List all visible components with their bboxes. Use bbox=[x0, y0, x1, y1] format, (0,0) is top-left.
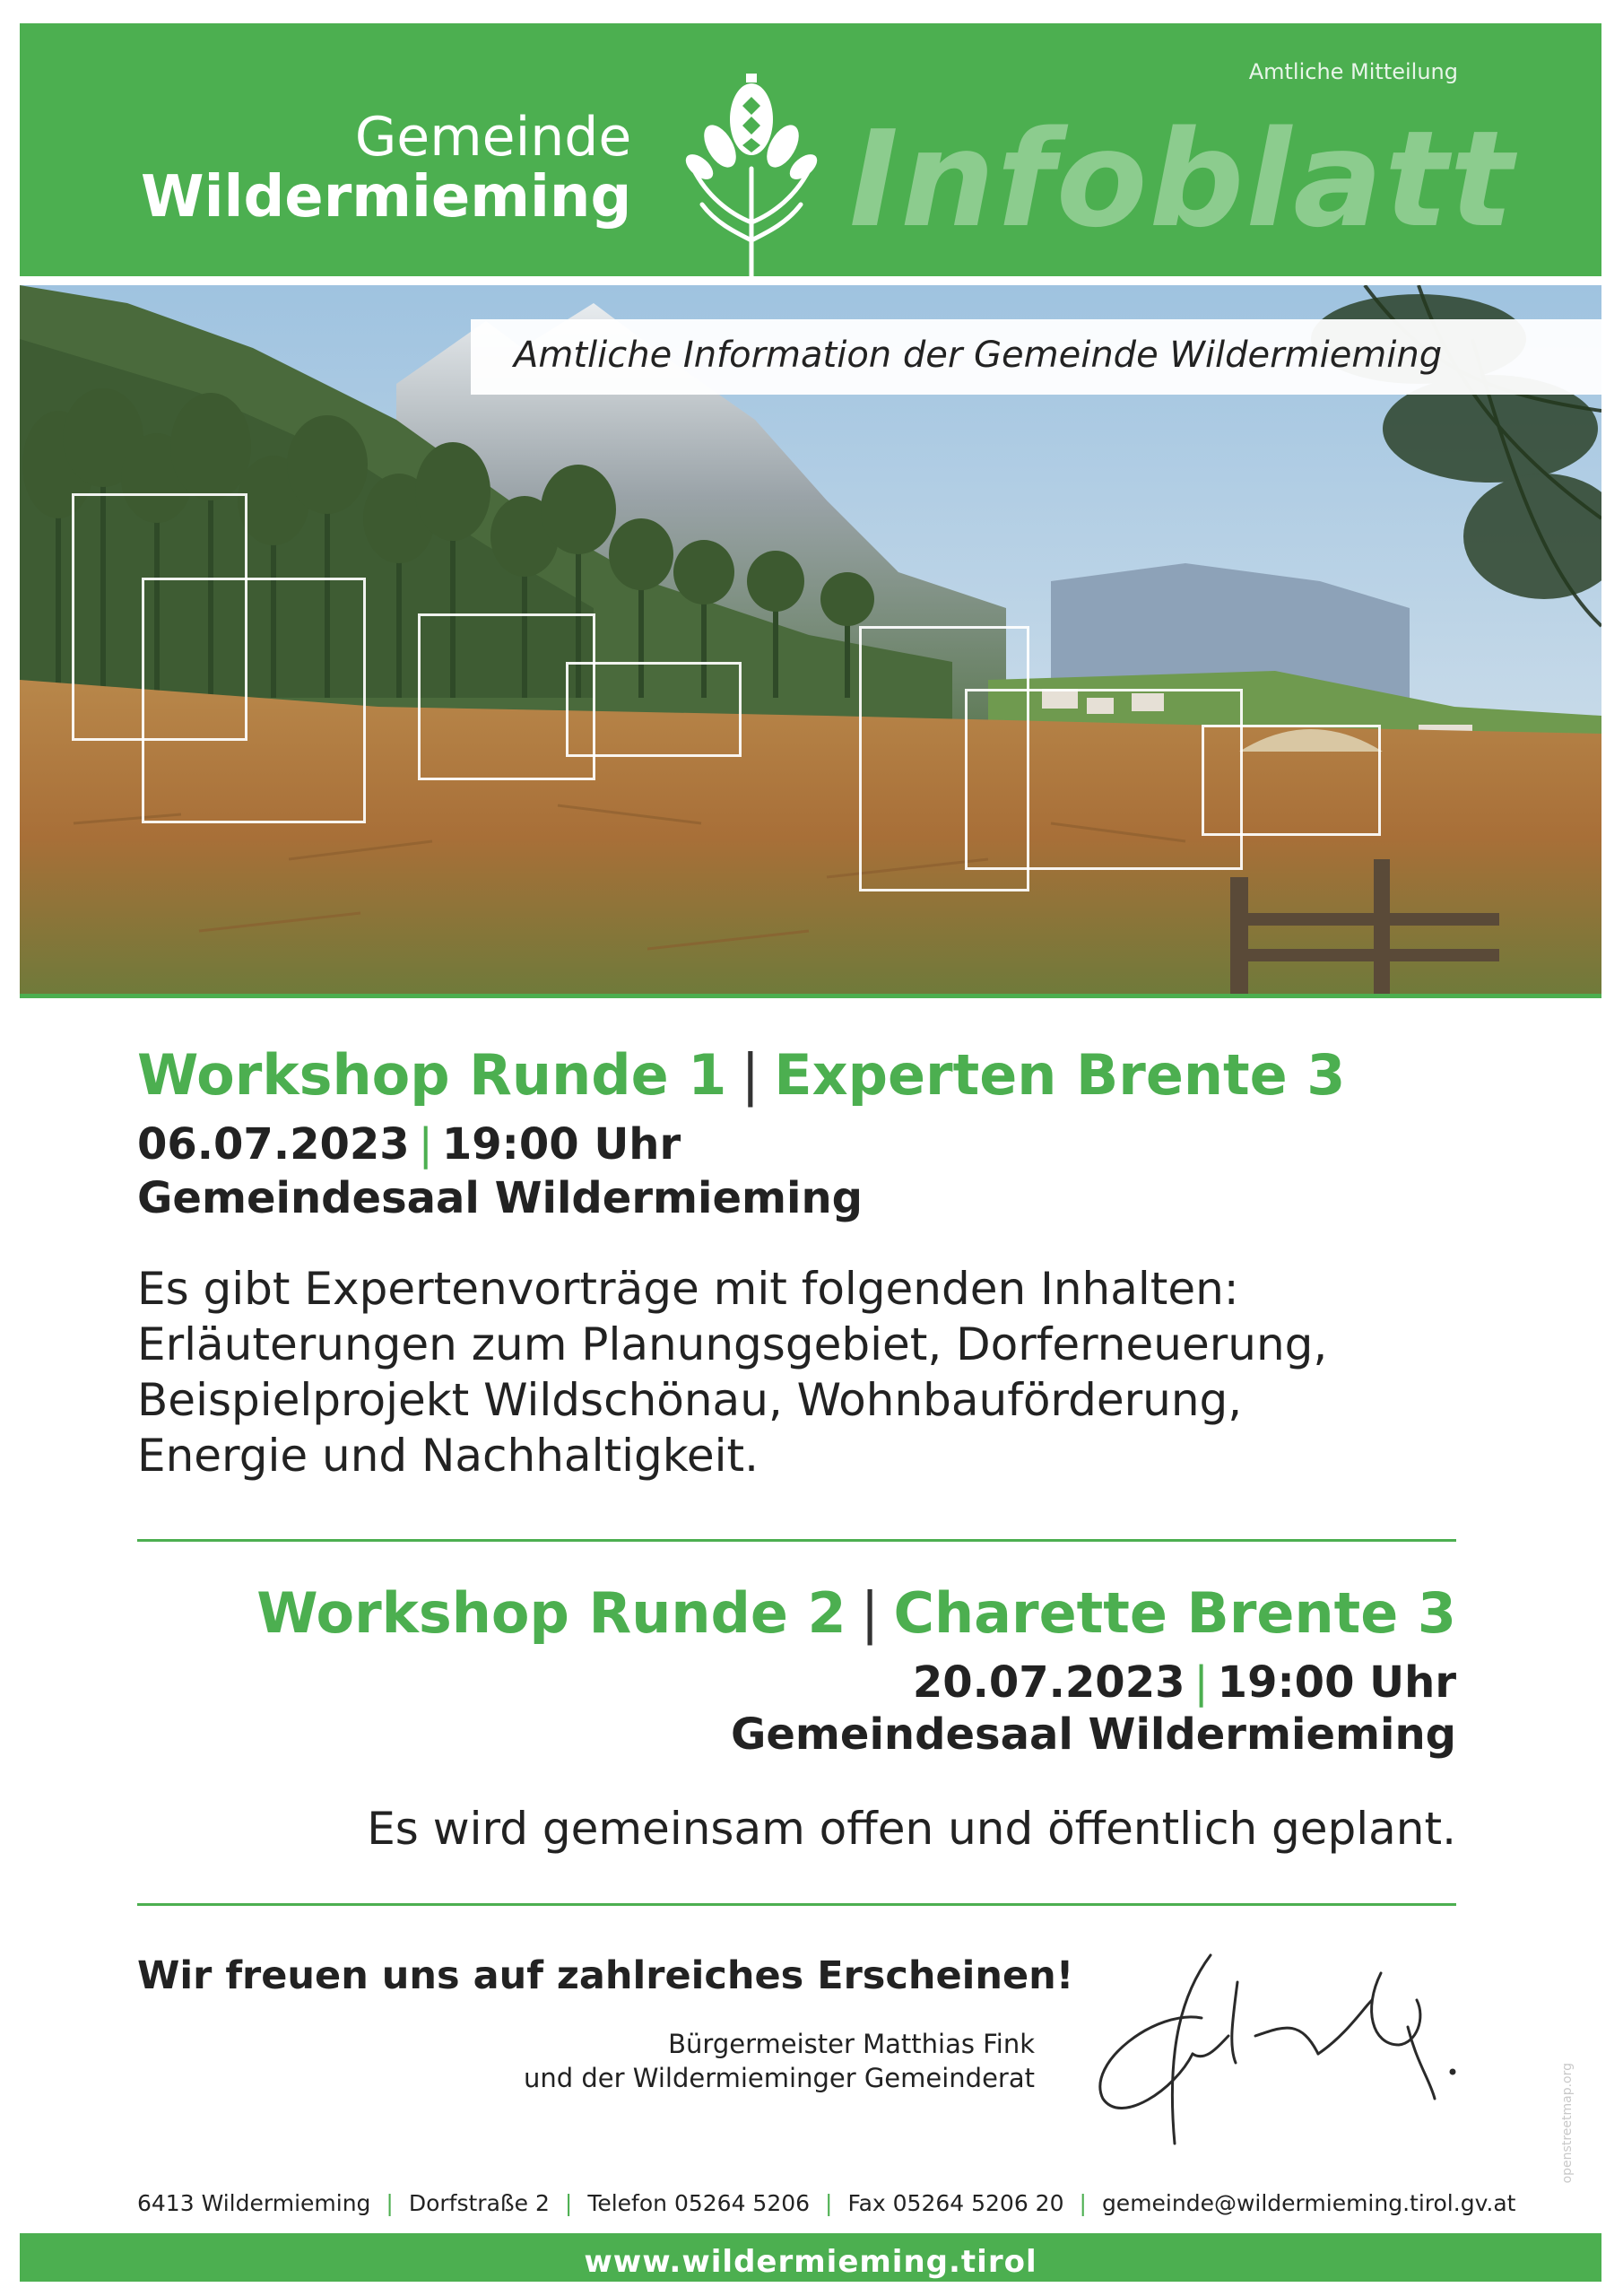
workshop-1-dateline bbox=[137, 1119, 681, 1170]
municipality-brand bbox=[141, 106, 632, 230]
website-link[interactable]: www.wildermieming.tirol bbox=[584, 2244, 1037, 2280]
date-separator: | bbox=[418, 1119, 433, 1170]
workshop-1-date: 06.07.2023 bbox=[137, 1119, 410, 1170]
map-watermark: openstreetmap.org bbox=[1560, 2063, 1575, 2184]
description-line: Erläuterungen zum Planungsgebiet, Dorferneuerung, bbox=[137, 1318, 1328, 1370]
section-divider bbox=[137, 1903, 1456, 1906]
workshop-1-description bbox=[137, 1261, 1327, 1483]
section-divider bbox=[137, 1539, 1456, 1542]
photo-frame bbox=[566, 662, 742, 757]
workshop-2-date: 20.07.2023 bbox=[912, 1657, 1185, 1708]
workshop-1-title: Workshop Runde 1 bbox=[137, 1042, 727, 1108]
brand-line-gemeinde: Gemeinde bbox=[354, 106, 632, 169]
footer-separator: | bbox=[825, 2190, 833, 2216]
signatory-council: und der Wildermieminger Gemeinderat bbox=[524, 2063, 1035, 2093]
closing-message: Wir freuen uns auf zahlreiches Erscheinen! bbox=[137, 1953, 1074, 1998]
website-band bbox=[20, 2233, 1601, 2282]
workshop-2-title: Workshop Runde 2 bbox=[256, 1580, 846, 1646]
workshop-1-venue: Gemeindesaal Wildermieming bbox=[137, 1173, 864, 1223]
landscape-photo bbox=[20, 285, 1601, 996]
workshop-2-time: 19:00 Uhr bbox=[1217, 1657, 1456, 1708]
workshop-2-description: Es wird gemeinsam offen und öffentlich geplant. bbox=[367, 1803, 1456, 1855]
photo-frame bbox=[142, 578, 366, 823]
mayor-signature bbox=[1076, 1937, 1471, 2161]
workshop-1-heading bbox=[137, 1042, 1345, 1108]
photo-frame bbox=[1202, 725, 1381, 836]
footer-phone[interactable]: Telefon 05264 5206 bbox=[587, 2190, 811, 2216]
footer-separator: | bbox=[386, 2190, 394, 2216]
description-line: Beispielprojekt Wildschönau, Wohnbauförderung, bbox=[137, 1374, 1243, 1426]
description-line: Energie und Nachhaltigkeit. bbox=[137, 1430, 759, 1482]
contact-footer bbox=[137, 2190, 1516, 2216]
tree-emblem-icon bbox=[680, 70, 823, 285]
footer-street: Dorfstraße 2 bbox=[408, 2190, 550, 2216]
workshop-1-subtitle: Experten Brente 3 bbox=[774, 1042, 1346, 1108]
workshop-2-dateline bbox=[913, 1657, 1456, 1708]
date-separator: | bbox=[1193, 1657, 1209, 1708]
workshop-2-heading bbox=[256, 1580, 1456, 1646]
brand-line-name: Wildermieming bbox=[141, 163, 632, 230]
footer-email[interactable]: gemeinde@wildermieming.tirol.gv.at bbox=[1101, 2190, 1516, 2216]
workshop-2-subtitle: Charette Brente 3 bbox=[893, 1580, 1456, 1646]
workshop-2-venue: Gemeindesaal Wildermieming bbox=[730, 1709, 1456, 1760]
header-band bbox=[20, 23, 1601, 276]
footer-separator: | bbox=[1079, 2190, 1087, 2216]
document-title: Infoblatt bbox=[849, 102, 1515, 257]
footer-separator: | bbox=[564, 2190, 573, 2216]
description-line: Es gibt Expertenvorträge mit folgenden Inhalten: bbox=[137, 1263, 1239, 1315]
footer-postal: 6413 Wildermieming bbox=[137, 2190, 371, 2216]
official-notice-label: Amtliche Mitteilung bbox=[1248, 59, 1458, 84]
heading-separator: | bbox=[741, 1042, 760, 1108]
footer-fax: Fax 05264 5206 20 bbox=[847, 2190, 1064, 2216]
subtitle-text: Amtliche Information der Gemeinde Wildermieming bbox=[514, 335, 1443, 376]
workshop-1-time: 19:00 Uhr bbox=[441, 1119, 681, 1170]
subtitle-banner bbox=[471, 319, 1601, 395]
photo-divider bbox=[20, 994, 1601, 998]
heading-separator: | bbox=[860, 1580, 880, 1646]
signatory-name: Bürgermeister Matthias Fink bbox=[668, 2029, 1035, 2059]
